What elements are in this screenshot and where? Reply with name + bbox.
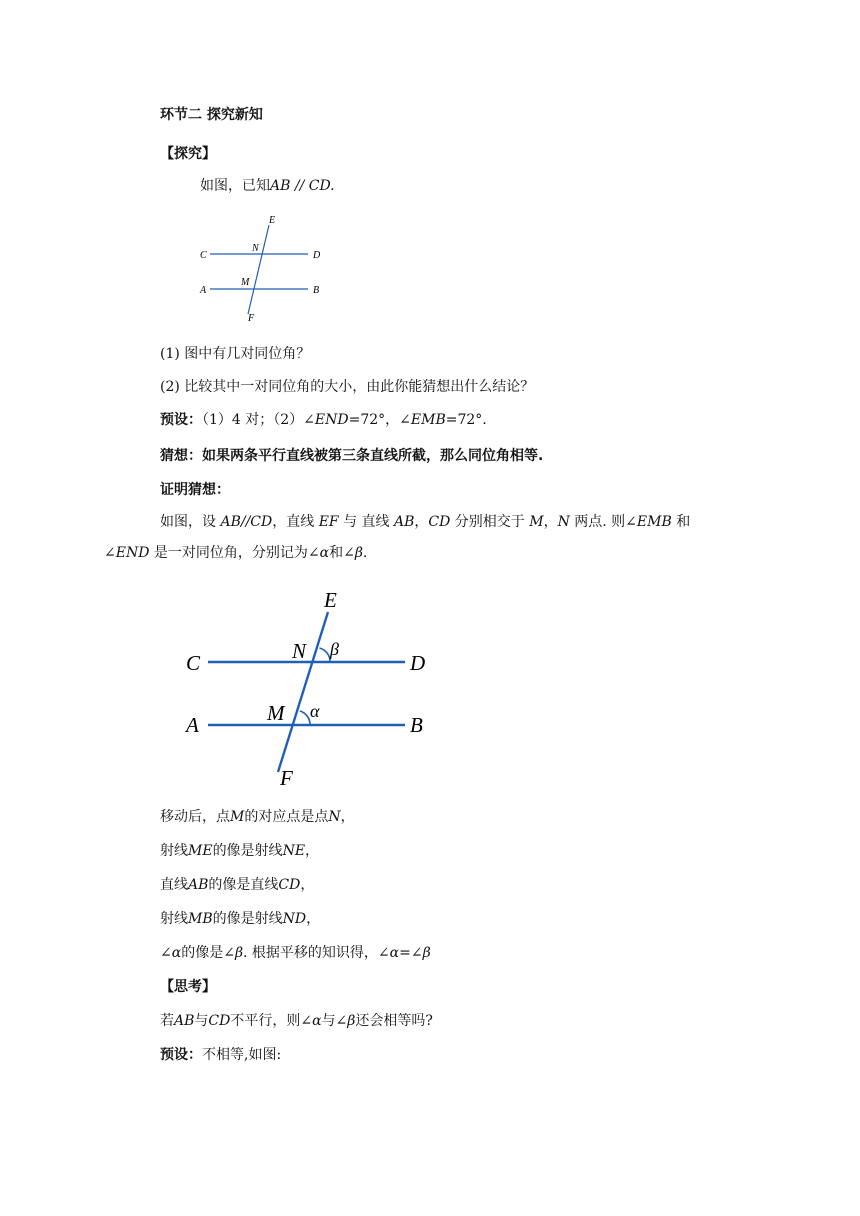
think-label: 【思考】: [160, 979, 216, 995]
label-f: F: [248, 313, 255, 323]
label-d: D: [313, 250, 321, 261]
label-m-large: M: [267, 701, 285, 725]
think-question: 若AB与CD不平行，则∠α与∠β还会相等吗?: [160, 1013, 433, 1029]
label-c-large: C: [186, 651, 201, 675]
section-heading: 环节二 探究新知: [160, 107, 263, 123]
label-b-large: B: [410, 713, 423, 737]
question-2: (2) 比较其中一对同位角的大小，由此你能猜想出什么结论？: [160, 379, 535, 395]
label-e-large: E: [324, 588, 337, 612]
line-ef: [248, 225, 269, 314]
label-e: E: [269, 215, 276, 226]
translation-line-2: 射线ME的像是射线NE，: [160, 843, 320, 859]
question-1: (1) 图中有几对同位角？: [160, 346, 311, 362]
proof-label: 证明猜想：: [160, 482, 230, 498]
label-alpha-large: α: [310, 701, 320, 721]
label-n: N: [252, 243, 259, 254]
label-c: C: [200, 250, 207, 261]
translation-line-3: 直线AB的像是直线CD，: [160, 877, 315, 893]
preset-answer-1: 预设：（1）4 对；（2）∠END=72°，∠EMB=72°.: [160, 412, 487, 428]
label-b: B: [313, 285, 320, 296]
label-n-large: N: [292, 639, 307, 663]
parallel-lines-diagram-small: [190, 208, 340, 323]
angle-beta-arc: [320, 648, 331, 662]
label-a: A: [200, 285, 207, 296]
label-beta-large: β: [330, 639, 339, 659]
preset-answer-2: 预设：不相等,如图:: [160, 1047, 282, 1063]
proof-paragraph: 如图，设 AB//CD，直线 EF 与 直线 AB，CD 分别相交于 M，N 两点. 则∠EMB 和 ∠END 是一对同位角，分别记为∠α和∠β.: [104, 514, 691, 561]
label-a-large: A: [186, 713, 199, 737]
line-ef-large: [278, 612, 328, 772]
label-f-large: F: [280, 766, 293, 790]
label-d-large: D: [410, 651, 426, 675]
translation-line-4: 射线MB的像是射线ND，: [160, 911, 321, 927]
conjecture: 猜想：如果两条平行直线被第三条直线所截，那么同位角相等.: [160, 448, 544, 464]
label-m: M: [241, 277, 250, 288]
angle-alpha-arc: [300, 711, 310, 725]
translation-line-1: 移动后，点M的对应点是点N，: [160, 809, 355, 825]
explore-label: 【探究】: [160, 146, 216, 162]
translation-line-5: ∠α的像是∠β. 根据平移的知识得，∠α=∠β: [160, 945, 431, 961]
given-statement: 如图，已知AB // CD.: [200, 178, 335, 194]
parallel-lines-diagram-large: [180, 582, 440, 792]
